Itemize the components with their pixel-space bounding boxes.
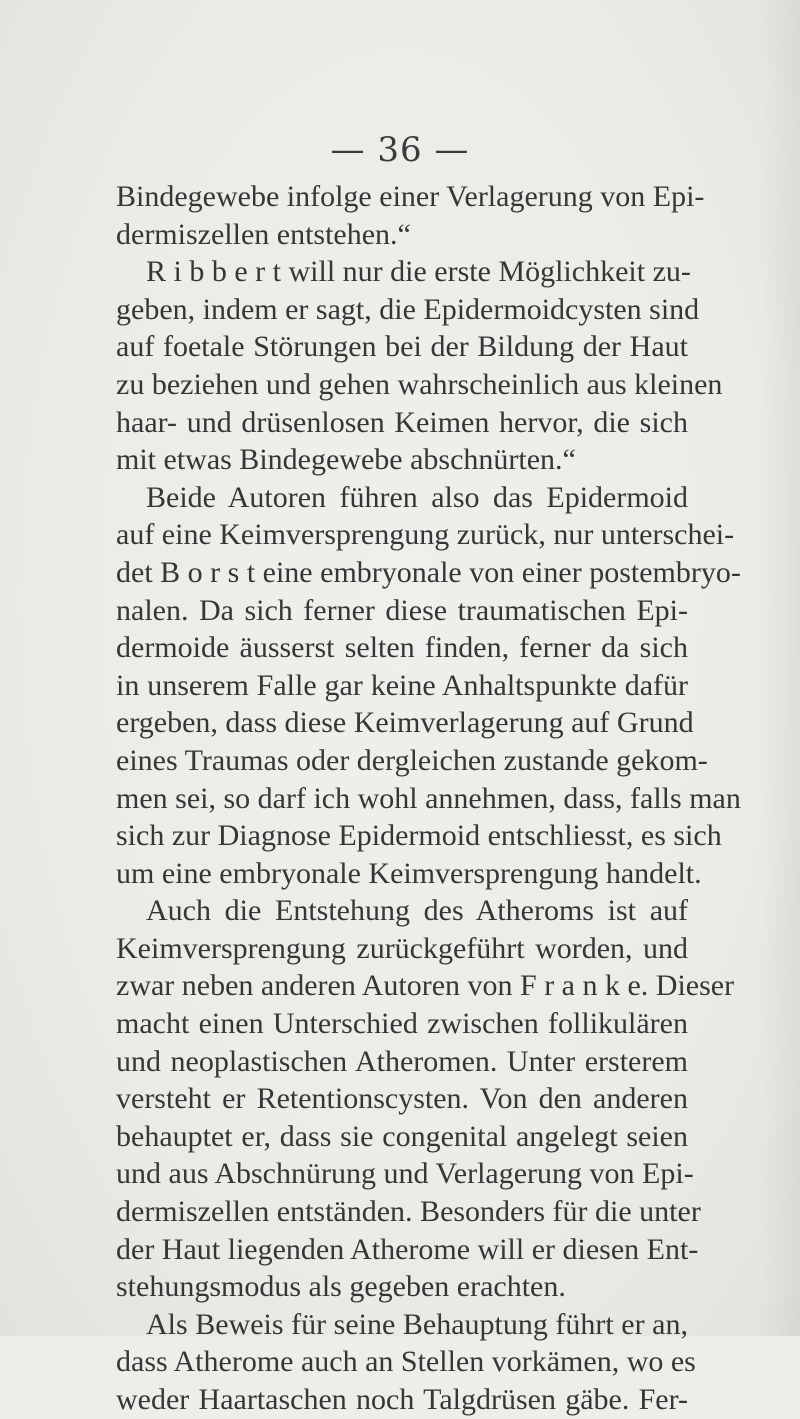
- text-line: stehungsmodus als gegeben erachten.: [116, 1270, 566, 1304]
- text-line: und aus Abschnürung und Verlagerung von Epi-: [116, 1157, 694, 1191]
- text-line: haar- und drüsenlosen Keimen hervor, die sich: [116, 405, 688, 439]
- text-line: dermiszellen entstehen.“: [116, 217, 411, 251]
- text-line: dermoide äusserst selten finden, ferner da sich: [116, 631, 688, 665]
- text-line: auf foetale Störungen bei der Bildung der Haut: [116, 330, 688, 364]
- text-line: nalen. Da sich ferner diese traumatischen Epi-: [116, 593, 688, 627]
- text-line: Keimversprengung zurückgeführt worden, und: [116, 931, 688, 965]
- text-line: in unserem Falle gar keine Anhaltspunkte dafür: [116, 668, 688, 702]
- text-line: weder Haartaschen noch Talgdrüsen gäbe. Fer-: [116, 1383, 688, 1416]
- text-line: R i b b e r t will nur die erste Möglichkeit zu-: [146, 255, 691, 289]
- text-line: Beide Autoren führen also das Epidermoid: [146, 480, 688, 514]
- text-line: zwar neben anderen Autoren von F r a n k e. Dieser: [116, 969, 735, 1003]
- text-line: Als Beweis für seine Behauptung führt er an,: [146, 1307, 688, 1341]
- text-line: sich zur Diagnose Epidermoid entschliesst, es sich: [116, 819, 722, 853]
- text-line: zu beziehen und gehen wahrscheinlich aus kleinen: [116, 367, 723, 401]
- text-line: mit etwas Bindegewebe abschnürten.“: [116, 443, 576, 477]
- page-number: — 36 —: [330, 130, 470, 170]
- page-edge-shadow: [760, 0, 800, 1336]
- text-line: dermiszellen entständen. Besonders für die unter: [116, 1195, 701, 1229]
- text-line: auf eine Keimversprengung zurück, nur unterschei-: [116, 518, 735, 552]
- text-line: men sei, so darf ich wohl annehmen, dass, falls man: [116, 781, 741, 815]
- text-line: ergeben, dass diese Keimverlagerung auf Grund: [116, 706, 694, 740]
- text-line: um eine embryonale Keimversprengung handelt.: [116, 856, 702, 890]
- text-line: eines Traumas oder dergleichen zustande gekom-: [116, 743, 708, 777]
- text-line: geben, indem er sagt, die Epidermoidcysten sind: [116, 292, 700, 326]
- text-line: der Haut liegenden Atherome will er diesen Ent-: [116, 1232, 699, 1266]
- text-line: Auch die Entstehung des Atheroms ist auf: [146, 894, 688, 928]
- text-line: versteht er Retentionscysten. Von den anderen: [116, 1082, 688, 1116]
- text-line: dass Atherome auch an Stellen vorkämen, wo es: [116, 1345, 696, 1379]
- text-line: macht einen Unterschied zwischen follikulären: [116, 1007, 688, 1041]
- text-line: behauptet er, dass sie congenital angelegt seien: [116, 1119, 688, 1153]
- body-text: [116, 178, 741, 1419]
- text-line: det B o r s t eine embryonale von einer postembryo-: [116, 555, 741, 589]
- text-line: und neoplastischen Atheromen. Unter ersterem: [116, 1044, 688, 1078]
- text-line: Bindegewebe infolge einer Verlagerung von Epi-: [116, 180, 705, 213]
